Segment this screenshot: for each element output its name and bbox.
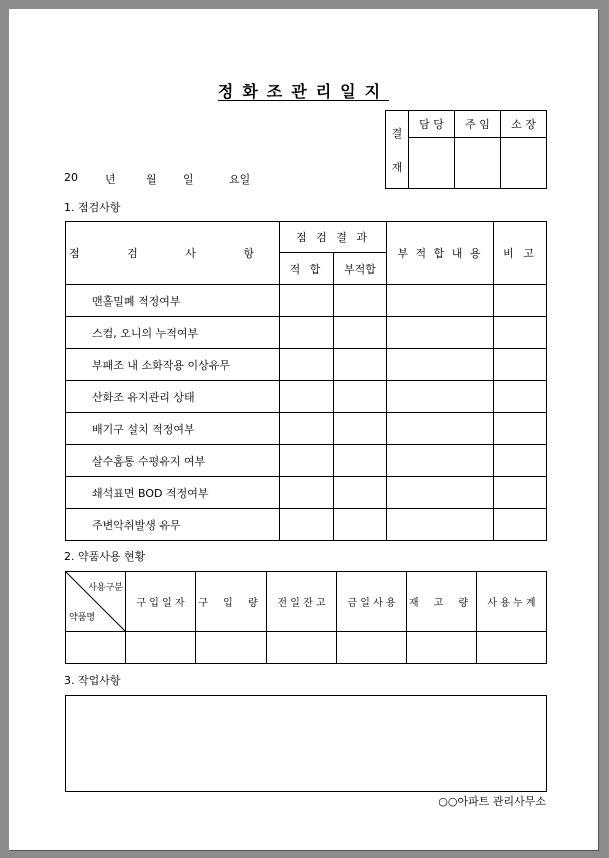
inspection-item: 산화조 유지관리 상태 <box>66 381 280 413</box>
check-ok-cell[interactable] <box>280 445 334 477</box>
detail-cell[interactable] <box>387 381 494 413</box>
date-month: 월 <box>146 173 157 186</box>
header-inspection-item: 점 검 사 항 <box>66 222 280 285</box>
check-ng-cell[interactable] <box>334 445 387 477</box>
remark-cell[interactable] <box>494 317 547 349</box>
date-weekday: 요일 <box>229 173 251 186</box>
check-ng-cell[interactable] <box>334 317 387 349</box>
chemical-name-cell[interactable] <box>66 632 126 664</box>
previous-balance-cell[interactable] <box>267 632 337 664</box>
check-ok-cell[interactable] <box>280 317 334 349</box>
document-page <box>9 9 598 850</box>
inspection-item: 배기구 설치 적정여부 <box>66 413 280 445</box>
check-ok-cell[interactable] <box>280 285 334 317</box>
footer-office: ○○아파트 관리사무소 <box>438 795 546 808</box>
detail-cell[interactable] <box>387 509 494 541</box>
inspection-item: 맨홀밀폐 적정여부 <box>66 285 280 317</box>
header-stock-qty: 재 고 량 <box>407 572 477 632</box>
check-ok-cell[interactable] <box>280 509 334 541</box>
check-ng-cell[interactable] <box>334 477 387 509</box>
date-day: 일 <box>183 173 194 186</box>
approval-sign-chief[interactable] <box>455 138 501 189</box>
inspection-item: 스컴, 오니의 누적여부 <box>66 317 280 349</box>
check-ng-cell[interactable] <box>334 381 387 413</box>
purchase-qty-cell[interactable] <box>196 632 267 664</box>
chemical-corner-cell <box>66 572 126 632</box>
check-ok-cell[interactable] <box>280 381 334 413</box>
header-cumulative-usage: 사 용 누 계 <box>477 572 547 632</box>
approval-label: 결 재 <box>386 111 409 189</box>
remark-cell[interactable] <box>494 445 547 477</box>
approval-table <box>385 110 547 189</box>
work-notes-box[interactable] <box>65 695 547 792</box>
inspection-table <box>65 221 547 541</box>
date-year-prefix: 20 <box>64 171 78 184</box>
header-previous-balance: 전 일 잔 고 <box>267 572 337 632</box>
header-inspection-result: 점 검 결 과 <box>280 222 387 253</box>
cumulative-usage-cell[interactable] <box>477 632 547 664</box>
detail-cell[interactable] <box>387 477 494 509</box>
check-ng-cell[interactable] <box>334 413 387 445</box>
header-remark: 비 고 <box>494 222 547 285</box>
header-nonconforming: 부적합 <box>334 253 387 285</box>
chemical-name-label: 약품명 <box>69 613 96 623</box>
header-nonconformity-detail: 부 적 합 내 용 <box>387 222 494 285</box>
detail-cell[interactable] <box>387 413 494 445</box>
header-purchase-qty: 구 입 량 <box>196 572 267 632</box>
detail-cell[interactable] <box>387 317 494 349</box>
check-ng-cell[interactable] <box>334 285 387 317</box>
approval-header-chief: 주 임 <box>455 111 501 138</box>
remark-cell[interactable] <box>494 285 547 317</box>
approval-header-manager: 담 당 <box>409 111 455 138</box>
today-usage-cell[interactable] <box>337 632 407 664</box>
header-today-usage: 금 일 사 용 <box>337 572 407 632</box>
usage-category-label: 사용구분 <box>88 583 123 593</box>
remark-cell[interactable] <box>494 349 547 381</box>
detail-cell[interactable] <box>387 445 494 477</box>
detail-cell[interactable] <box>387 349 494 381</box>
purchase-date-cell[interactable] <box>126 632 196 664</box>
detail-cell[interactable] <box>387 285 494 317</box>
section1-heading: 1. 점검사항 <box>64 201 121 214</box>
check-ng-cell[interactable] <box>334 509 387 541</box>
header-purchase-date: 구 입 일 자 <box>126 572 196 632</box>
check-ng-cell[interactable] <box>334 349 387 381</box>
inspection-item: 주변악취발생 유무 <box>66 509 280 541</box>
inspection-item: 부패조 내 소화작용 이상유무 <box>66 349 280 381</box>
remark-cell[interactable] <box>494 413 547 445</box>
approval-sign-manager[interactable] <box>409 138 455 189</box>
chemical-table <box>65 571 547 664</box>
check-ok-cell[interactable] <box>280 477 334 509</box>
section2-heading: 2. 약품사용 현황 <box>64 550 146 563</box>
remark-cell[interactable] <box>494 509 547 541</box>
approval-header-director: 소 장 <box>501 111 547 138</box>
document-title: 정화조관리일지 <box>217 82 390 101</box>
remark-cell[interactable] <box>494 477 547 509</box>
header-conforming: 적 합 <box>280 253 334 285</box>
inspection-item: 쇄석표면 BOD 적정여부 <box>66 477 280 509</box>
remark-cell[interactable] <box>494 381 547 413</box>
check-ok-cell[interactable] <box>280 349 334 381</box>
section3-heading: 3. 작업사항 <box>64 674 121 687</box>
date-year: 년 <box>105 173 116 186</box>
stock-qty-cell[interactable] <box>407 632 477 664</box>
check-ok-cell[interactable] <box>280 413 334 445</box>
inspection-item: 살수홈통 수평유지 여부 <box>66 445 280 477</box>
approval-sign-director[interactable] <box>501 138 547 189</box>
